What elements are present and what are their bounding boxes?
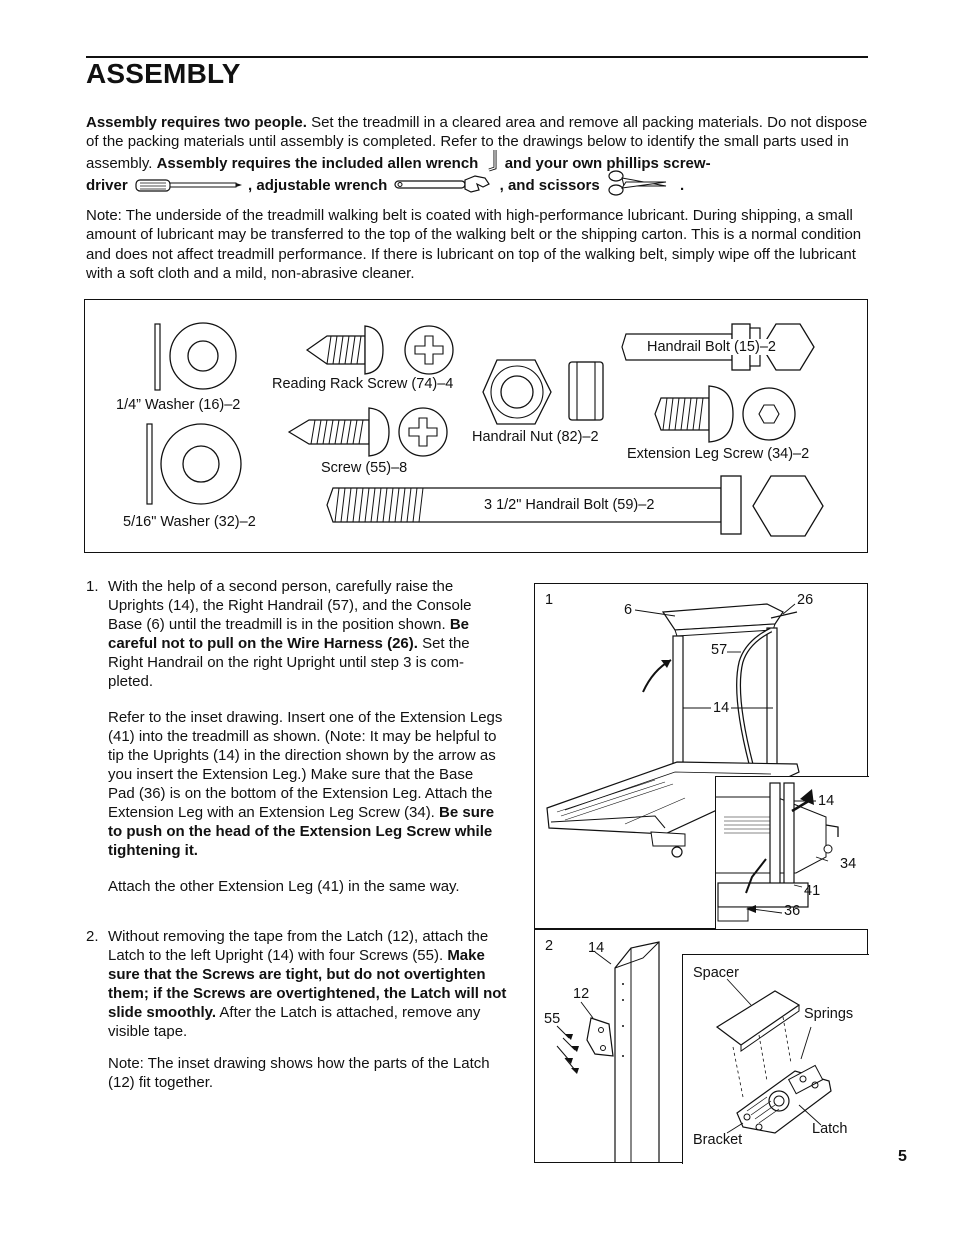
parts-identification-box [84,299,868,553]
figure-2-number: 2 [545,938,554,954]
adjustable-wrench-icon [391,176,495,194]
page-number: 5 [898,1148,907,1165]
scissors-icon [604,174,676,196]
label-screw-55: Screw (55)–8 [321,460,408,476]
step-2-number: 2. [86,928,99,945]
step-2-paragraph-2: Note: The inset drawing shows how the parts of the Latch (12) fit together. [108,1055,490,1091]
label-handrail-bolt: Handrail Bolt (15)–2 [647,339,776,355]
extension-leg-screw-icon [655,384,835,444]
figure-1-treadmill [534,583,868,929]
step-1-paragraph-3: Attach the other Extension Leg (41) in the same way. [108,878,460,895]
label-handrail-nut: Handrail Nut (82)–2 [472,429,599,445]
fig1-label-26: 26 [797,592,814,608]
step-1-inset-text: Refer to the inset drawing. Insert one of the Extension Legs (41) into the treadmill as shown. (Note: It may be helpful to tip the Uprights (14) in the direction shown by the arrow as you insert the Extension Leg.) Make sure that the Base Pad (36) is on the bottom of the Extension Leg. Attach the Extension Leg with an Extension Leg Screw (34). [108,709,503,821]
screw-55-icon [285,404,455,468]
quarter-washer-icon [153,324,243,394]
fig2-label-latch: Latch [812,1121,848,1137]
fig1-inset-label-36: 36 [784,903,801,919]
step-1-inset-warning: Be sure to push on the head of the Extension Leg Screw while tightening it. [108,804,495,859]
intro-bold-period: . [680,176,685,194]
step-1-text-2: Set the Right Handrail on the right Upright until step 3 is com-pleted. [108,635,470,690]
fig2-label-bracket: Bracket [693,1132,743,1148]
step-1-text: With the help of a second person, carefully raise the Uprights (14), the Right Handrail (57), and the Console Base (6) until the treadmill is in the position shown. [108,578,472,633]
handrail-nut-icon [483,358,613,428]
intro-bold-allen-wrench: Assembly requires the included allen wrench [156,154,479,172]
fig2-label-55: 55 [544,1011,561,1027]
fig1-inset-label-34: 34 [840,856,857,872]
label-516-washer: 5/16" Washer (32)–2 [123,514,256,530]
intro-bold-driver: driver [86,176,128,194]
intro-text: Set the treadmill in a cleared area and remove all packing materials. Do not dispose of the packing materials until assembly is completed. Refer to the drawings below to identify the small parts used in assembly. [86,114,868,172]
figure-2-latch [534,929,868,1163]
label-quarter-washer: 1/4” Washer (16)–2 [116,397,241,413]
fig2-label-12: 12 [573,986,590,1002]
step-2-warning: Make sure that the Screws are tight, but do not overtighten them; if the Screws are overtightened, the Latch will not slide smoothly. [108,947,507,1021]
intro-bold-phillips: and your own phillips screw- [504,154,711,172]
fig1-label-57: 57 [711,642,728,658]
step-1-paragraph-2 [108,708,504,860]
intro-bold-two-people: Assembly requires two people. [86,114,307,131]
screwdriver-icon [132,177,244,193]
step-1-number: 1. [86,578,99,595]
step-2-paragraph-1 [108,927,508,1041]
fig2-label-spacer: Spacer [693,965,739,981]
label-long-handrail-bolt: 3 1/2" Handrail Bolt (59)–2 [484,497,655,513]
allen-wrench-icon [483,152,501,174]
step-1-warning: Be careful not to pull on the Wire Harness (26). [108,616,470,652]
fig1-label-14: 14 [713,700,730,716]
figure-1-number: 1 [545,592,554,608]
intro-bold-scissors: , and scissors [499,176,600,194]
fig1-label-6: 6 [624,602,633,618]
fig2-label-springs: Springs [804,1006,854,1022]
intro-paragraph [86,113,868,196]
fig1-inset-label-14: 14 [818,793,835,809]
figure-2-inset [682,954,869,1164]
figure-1-inset [715,776,869,930]
step-2-text: Without removing the tape from the Latch (12), attach the Latch to the left Upright (14) with four Screws (55). [108,928,489,964]
fig1-inset-label-41: 41 [804,883,821,899]
step-2-text-2: After the Latch is attached, remove any visible tape. [108,1004,481,1040]
step-1-paragraph-1 [108,577,504,691]
intro-bold-adjustable-wrench: , adjustable wrench [248,176,388,194]
fig2-label-14: 14 [588,940,605,956]
page-title: ASSEMBLY [86,58,241,89]
516-washer-icon [145,424,255,508]
lubricant-note: Note: The underside of the treadmill walking belt is coated with high-performance lubricant. During shipping, a small amount of lubricant may be transferred to the top of the walking belt or the shipping carton. This is a normal condition and does not affect treadmill performance. If there is lubricant on top of the walking belt, simply wipe off the lubricant with a soft cloth and a mild, non-abrasive cleaner. [86,207,862,282]
label-reading-rack-screw: Reading Rack Screw (74)–4 [272,376,454,392]
label-extension-leg-screw: Extension Leg Screw (34)–2 [627,446,810,462]
